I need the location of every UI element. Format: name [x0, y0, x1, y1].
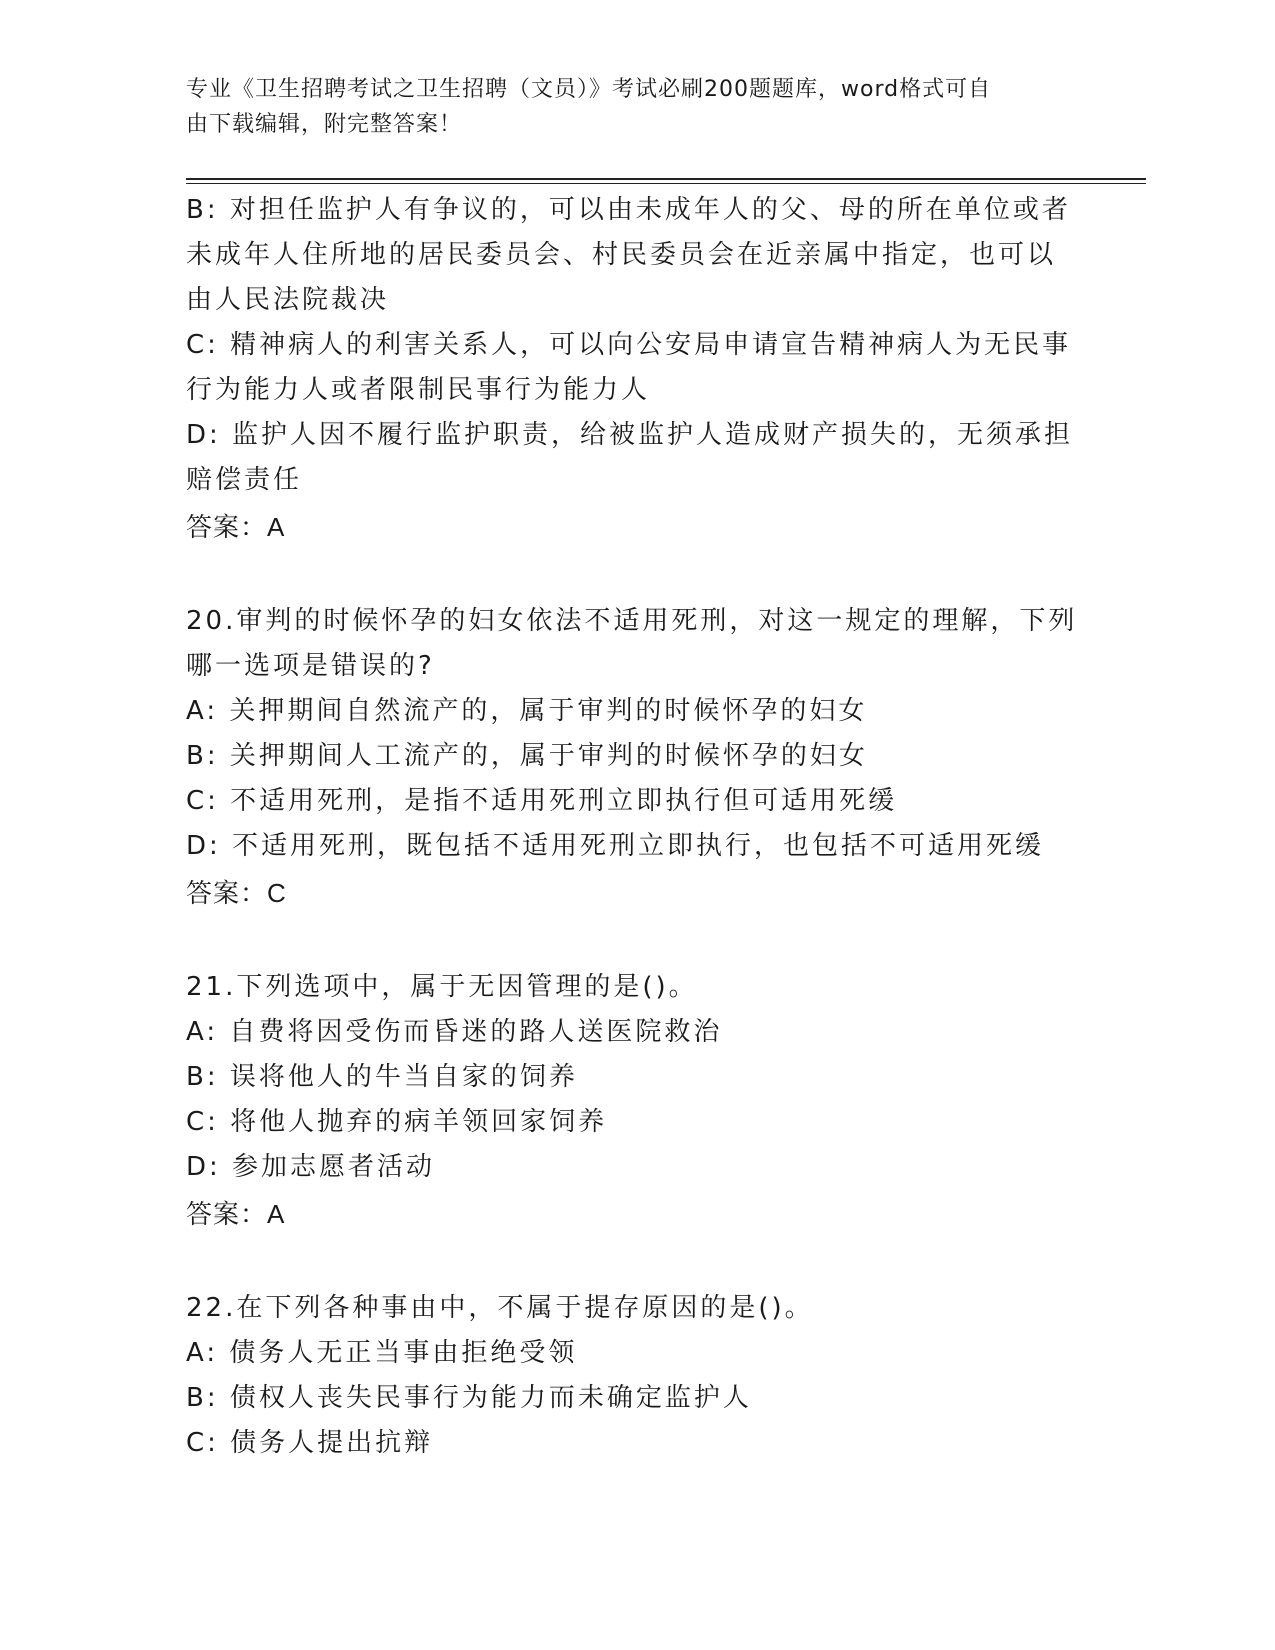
option-c-line-1: C: 精神病人的利害关系人，可以向公安局申请宣告精神病人为无民事	[186, 330, 1072, 360]
q22-stem: 22.在下列各种事由中，不属于提存原因的是()。	[186, 1293, 814, 1323]
question-content	[186, 188, 1086, 1466]
spacer	[186, 551, 1086, 599]
option-b-line-3: 由人民法院裁决	[186, 285, 390, 315]
question-21	[186, 965, 1086, 1238]
q20-option-b: B: 关押期间人工流产的，属于审判的时候怀孕的妇女	[186, 741, 868, 771]
q20-option-d: D: 不适用死刑，既包括不适用死刑立即执行，也包括不可适用死缓	[186, 831, 1045, 861]
q22-option-a: A: 债务人无正当事由拒绝受领	[186, 1338, 578, 1368]
q20-stem-line-2: 哪一选项是错误的?	[186, 651, 435, 681]
q21-option-c: C: 将他人抛弃的病羊领回家饲养	[186, 1107, 608, 1137]
header-line-2: 由下载编辑，附完整答案！	[186, 112, 463, 137]
q21-option-b: B: 误将他人的牛当自家的饲养	[186, 1062, 578, 1092]
spacer	[186, 1238, 1086, 1286]
question-22	[186, 1286, 1086, 1466]
option-d-line-2: 赔偿责任	[186, 465, 303, 495]
q20-answer: 答案：C	[186, 878, 287, 908]
prev-question-block	[186, 188, 1086, 551]
question-20	[186, 599, 1086, 917]
spacer	[186, 917, 1086, 965]
q20-option-c: C: 不适用死刑，是指不适用死刑立即执行但可适用死缓	[186, 786, 898, 816]
option-c-line-2: 行为能力人或者限制民事行为能力人	[186, 375, 651, 405]
header-rule-thin	[186, 183, 1146, 184]
option-d-line-1: D: 监护人因不履行监护职责，给被监护人造成财产损失的，无须承担	[186, 420, 1074, 450]
q21-option-a: A: 自费将因受伤而昏迷的路人送医院救治	[186, 1017, 723, 1047]
option-b-line-2: 未成年人住所地的居民委员会、村民委员会在近亲属中指定，也可以	[186, 240, 1057, 270]
header-line-1: 专业《卫生招聘考试之卫生招聘（文员）》考试必刷200题题库，word格式可自	[186, 77, 992, 102]
header-rule-thick	[186, 178, 1146, 180]
q21-stem: 21.下列选项中，属于无因管理的是()。	[186, 972, 698, 1002]
q21-answer: 答案：A	[186, 1199, 286, 1229]
q20-option-a: A: 关押期间自然流产的，属于审判的时候怀孕的妇女	[186, 696, 868, 726]
document-header	[186, 72, 1076, 142]
q22-option-c: C: 债务人提出抗辩	[186, 1428, 434, 1458]
q20-stem-line-1: 20.审判的时候怀孕的妇女依法不适用死刑，对这一规定的理解，下列	[186, 606, 1078, 636]
option-b-line-1: B: 对担任监护人有争议的，可以由未成年人的父、母的所在单位或者	[186, 195, 1071, 225]
q22-option-b: B: 债权人丧失民事行为能力而未确定监护人	[186, 1383, 752, 1413]
answer-prev: 答案：A	[186, 512, 286, 542]
q21-option-d: D: 参加志愿者活动	[186, 1152, 436, 1182]
